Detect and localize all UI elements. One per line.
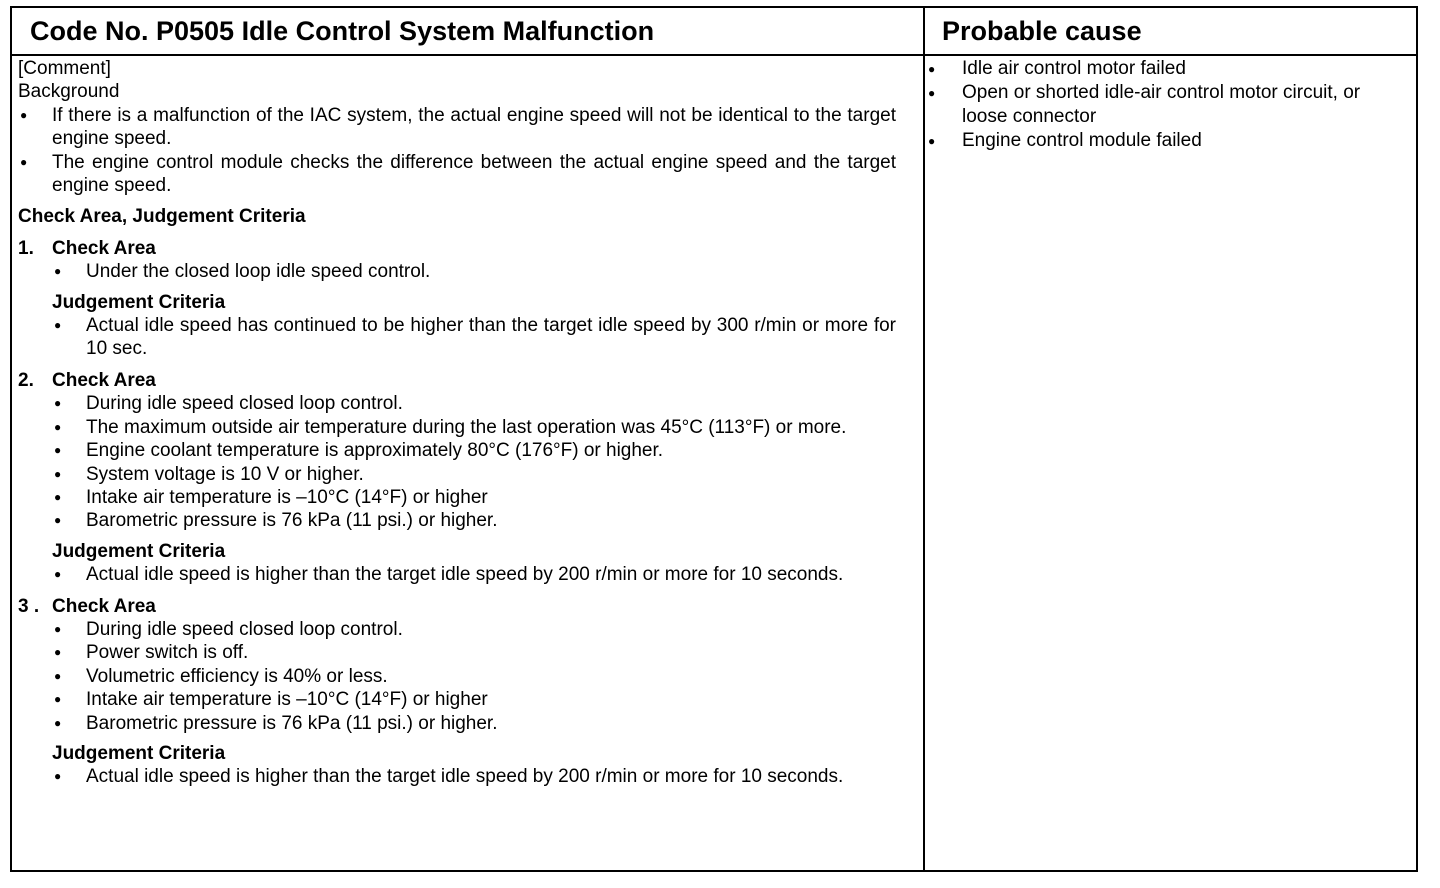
check-area-title: Check Area: [52, 595, 156, 617]
check-item: ● During idle speed closed loop control.: [52, 618, 896, 641]
check-number: 1.: [18, 237, 34, 259]
check-area-heading: [18, 369, 896, 392]
judgement-item: ● Actual idle speed is higher than the target idle speed by 200 r/min or more for 10 seconds.: [52, 765, 896, 788]
judgement-title: Judgement Criteria: [52, 742, 226, 764]
check-area-heading: [18, 595, 896, 618]
comment-label: [Comment]: [18, 58, 111, 79]
judgement-item: ● Actual idle speed has continued to be higher than the target idle speed by 300 r/min or more for 10 sec.: [52, 314, 896, 361]
check-area-heading: [18, 237, 896, 260]
probable-cause-item: ● Engine control module failed: [928, 129, 1398, 153]
check-section-title: Check Area, Judgement Criteria: [18, 206, 306, 228]
check-item: ● Barometric pressure is 76 kPa (11 psi.) or higher.: [52, 712, 896, 735]
check-item: ● Under the closed loop idle speed control.: [52, 260, 896, 283]
check-item: ● Engine coolant temperature is approximately 80°C (176°F) or higher.: [52, 439, 896, 462]
probable-cause-title: Probable cause: [942, 15, 1142, 46]
judgement-title: Judgement Criteria: [52, 540, 226, 562]
header-divider: [12, 54, 1416, 56]
check-area-title: Check Area: [52, 369, 156, 391]
check-area-title: Check Area: [52, 237, 156, 259]
check-item: ● Intake air temperature is –10°C (14°F) or higher: [52, 486, 896, 509]
background-item: ● The engine control module checks the difference between the actual engine speed and the target engine speed.: [18, 151, 896, 198]
column-divider: [923, 8, 925, 870]
check-item: ● System voltage is 10 V or higher.: [52, 463, 896, 486]
probable-cause-item: ● Open or shorted idle-air control motor circuit, or loose connector: [928, 81, 1398, 129]
background-label: Background: [18, 81, 120, 103]
background-item: ● If there is a malfunction of the IAC system, the actual engine speed will not be identical to the target engine speed.: [18, 104, 896, 151]
probable-cause-column: [928, 57, 1398, 153]
probable-cause-item: ● Idle air control motor failed: [928, 57, 1398, 81]
judgement-item: ● Actual idle speed is higher than the target idle speed by 200 r/min or more for 10 seconds.: [52, 563, 896, 586]
check-item: ● The maximum outside air temperature during the last operation was 45°C (113°F) or more.: [52, 416, 896, 439]
page-title: Code No. P0505 Idle Control System Malfunction: [30, 15, 655, 46]
judgement-title: Judgement Criteria: [52, 291, 226, 313]
check-number: 2.: [18, 369, 34, 391]
check-number: 3 .: [18, 595, 40, 617]
check-item: ● Power switch is off.: [52, 641, 896, 664]
check-item: ● Barometric pressure is 76 kPa (11 psi.) or higher.: [52, 509, 896, 532]
check-item: ● Intake air temperature is –10°C (14°F) or higher: [52, 688, 896, 711]
check-item: ● Volumetric efficiency is 40% or less.: [52, 665, 896, 688]
comment-column: [18, 57, 896, 789]
check-item: ● During idle speed closed loop control.: [52, 392, 896, 415]
